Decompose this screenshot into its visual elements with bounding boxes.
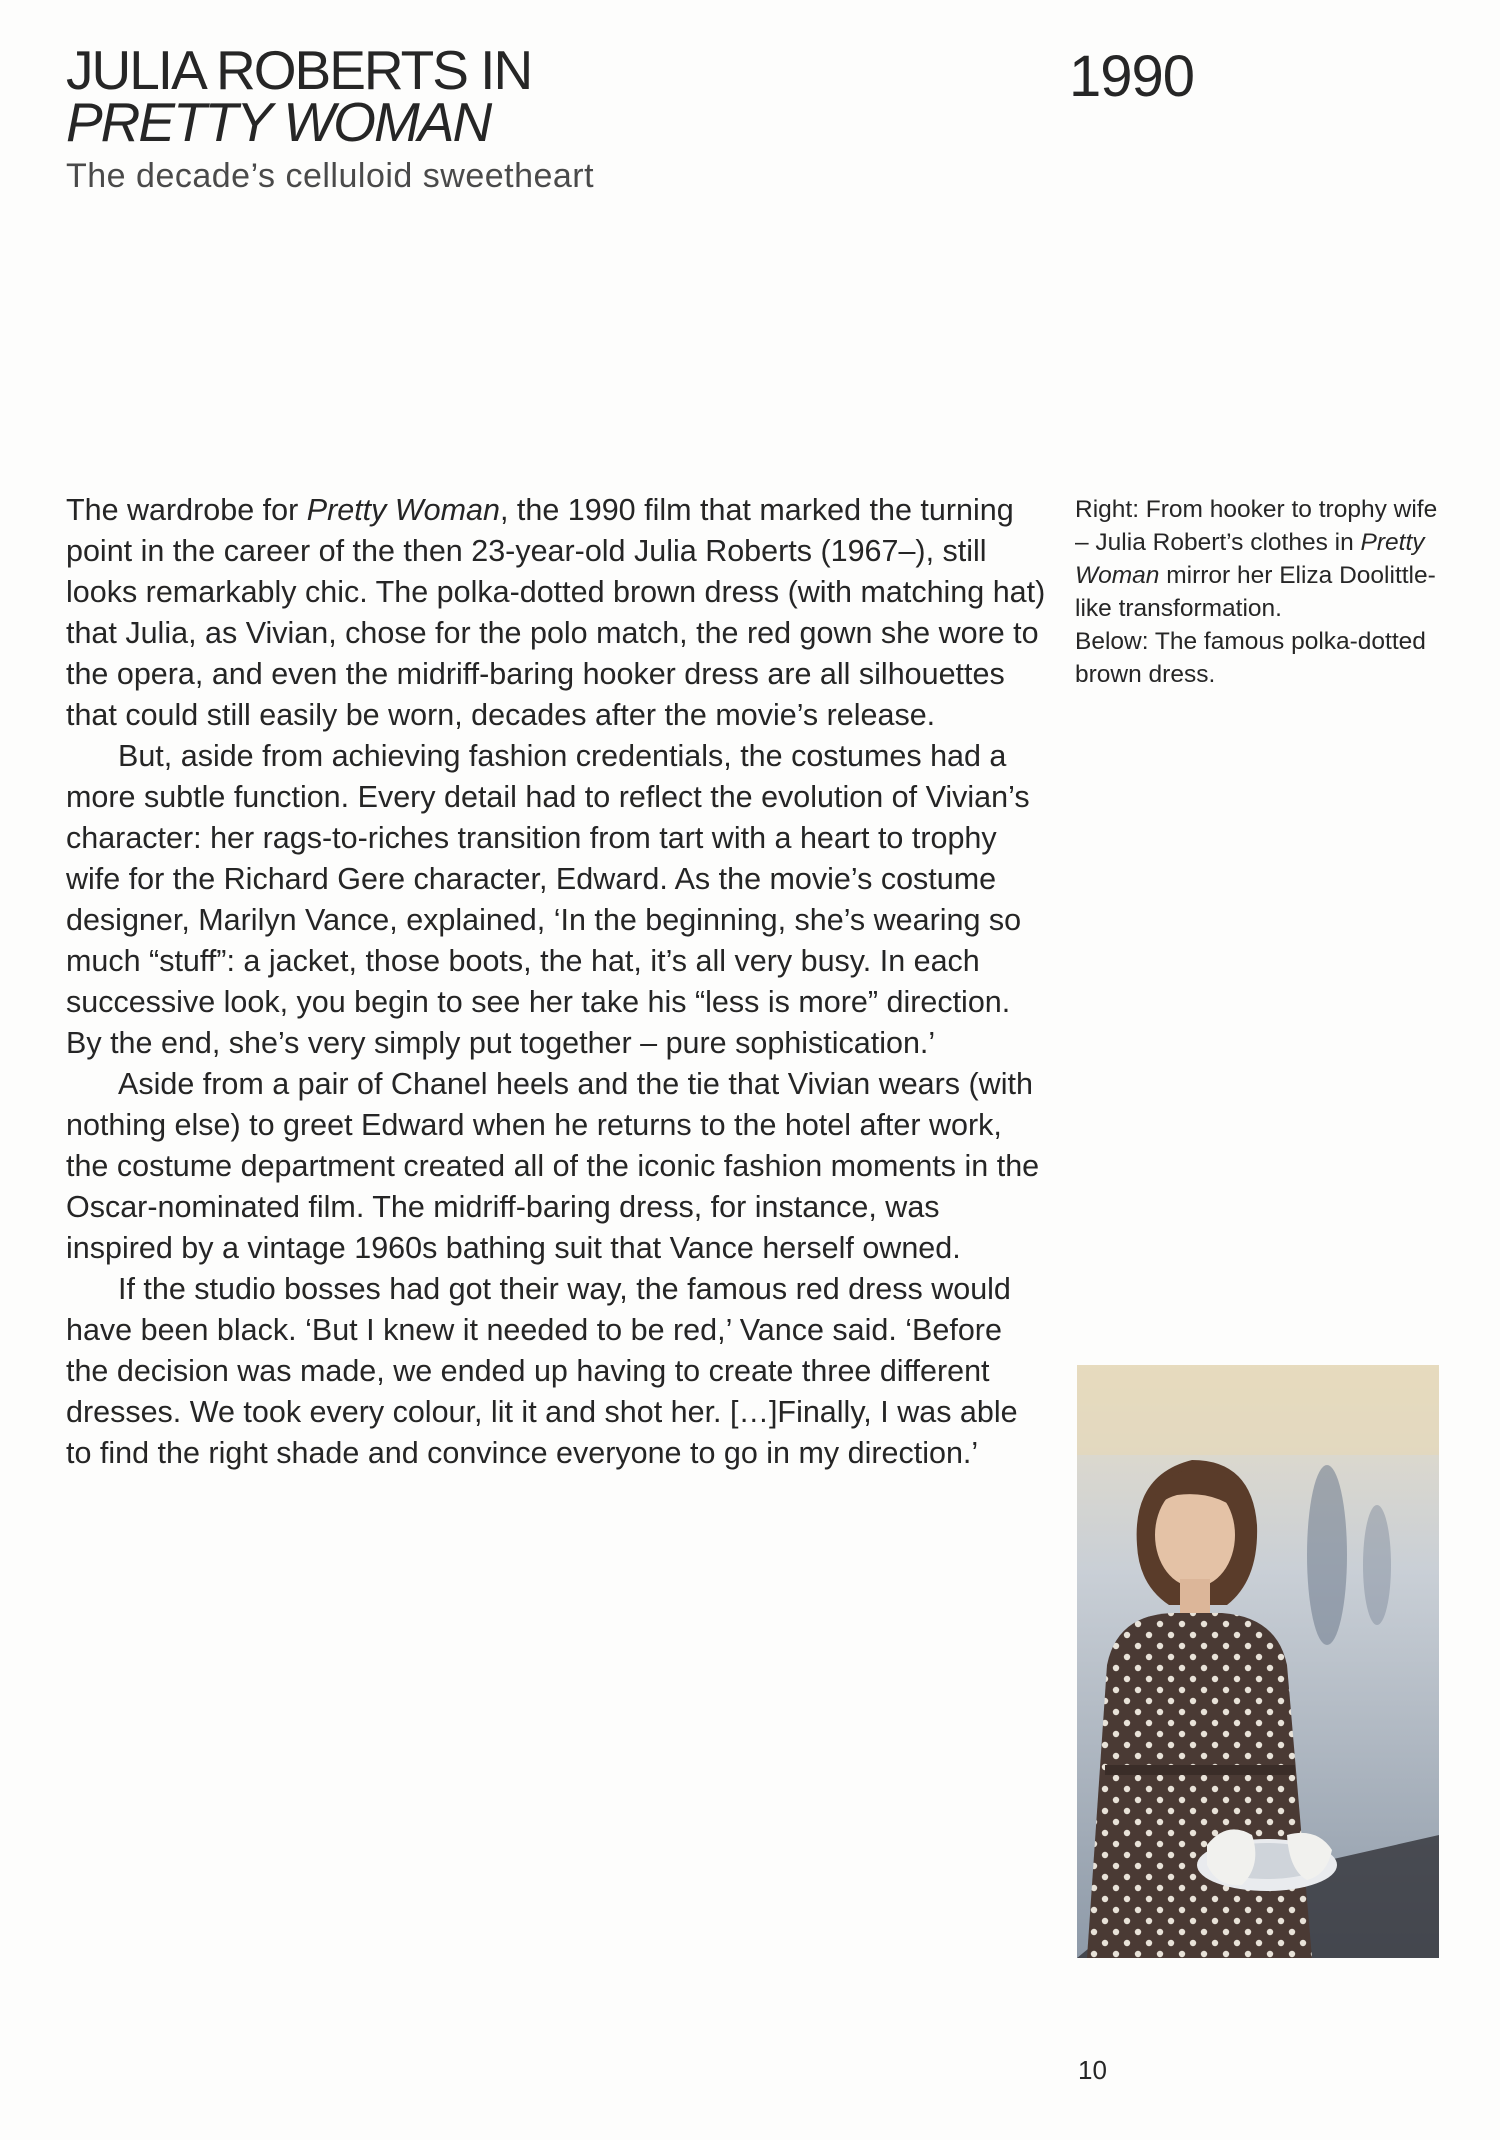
headline-block	[66, 39, 966, 196]
text-run: , the 1990 film that marked the turning point in the career of the then 23-year-old Julia Roberts (1967–), still looks remarkably chic. The polka-dotted brown dress (with matching hat) that Julia, as Vivian, chose for the polo match, the red gown she wore to the opera, and even the midriff-baring hooker dress are all silhouettes that could still easily be worn, decades after the movie’s release.	[66, 493, 1046, 732]
article-paragraph	[66, 736, 1046, 1064]
text-run: The wardrobe for	[66, 493, 307, 527]
text-run: But, aside from achieving fashion credentials, the costumes had a more subtle function. Every detail had to reflect the evolution of Vivian’s character: her rags-to-riches transition from tart with a heart to trophy wife for the Richard Gere character, Edward. As the movie’s costume designer, Marilyn Vance, explained, ‘In the beginning, she’s wearing so much “stuff”: a jacket, those boots, the hat, it’s all very busy. In each successive look, you begin to see her take his “less is more” direction. By the end, she’s very simply put together – pure sophistication.’	[66, 739, 1030, 1060]
article-paragraph	[66, 490, 1046, 736]
article-paragraph	[66, 1064, 1046, 1269]
italic-run: Pretty Woman	[306, 493, 500, 527]
photo-caption	[1075, 493, 1455, 691]
film-still-photo	[1077, 1365, 1439, 1958]
text-run: If the studio bosses had got their way, the famous red dress would have been black. ‘But I knew it needed to be red,’ Vance said. ‘Before the decision was made, we ended up having to create three different dresses. We took every colour, lit it and shot her. […]Finally, I was able to find the right shade and convince everyone to go in my direction.’	[66, 1272, 1018, 1470]
caption-right-prefix: Right: From hooker to trophy wife – Julia Robert’s clothes in	[1075, 496, 1438, 556]
year-label: 1990	[1069, 44, 1195, 109]
caption-right-suffix: mirror her Eliza Doolittle-like transformation.	[1075, 562, 1436, 622]
title-line-1: JULIA ROBERTS IN	[66, 39, 532, 101]
caption-right	[1075, 493, 1455, 625]
caption-below: Below: The famous polka-dotted brown dress.	[1075, 628, 1426, 688]
title-line-2: PRETTY WOMAN	[66, 91, 491, 153]
subtitle: The decade’s celluloid sweetheart	[66, 157, 595, 195]
caption-right-italic: Pretty Woman	[1075, 529, 1425, 589]
article-body	[66, 490, 1046, 1474]
article-paragraph	[66, 1269, 1046, 1474]
text-run: Aside from a pair of Chanel heels and the tie that Vivian wears (with nothing else) to greet Edward when he returns to the hotel after work, the costume department created all of the iconic fashion moments in the Oscar-nominated film. The midriff-baring dress, for instance, was inspired by a vintage 1960s bathing suit that Vance herself owned.	[66, 1067, 1040, 1265]
photo-illustration	[1077, 1365, 1439, 1958]
page-number: 10	[1078, 2055, 1107, 2085]
